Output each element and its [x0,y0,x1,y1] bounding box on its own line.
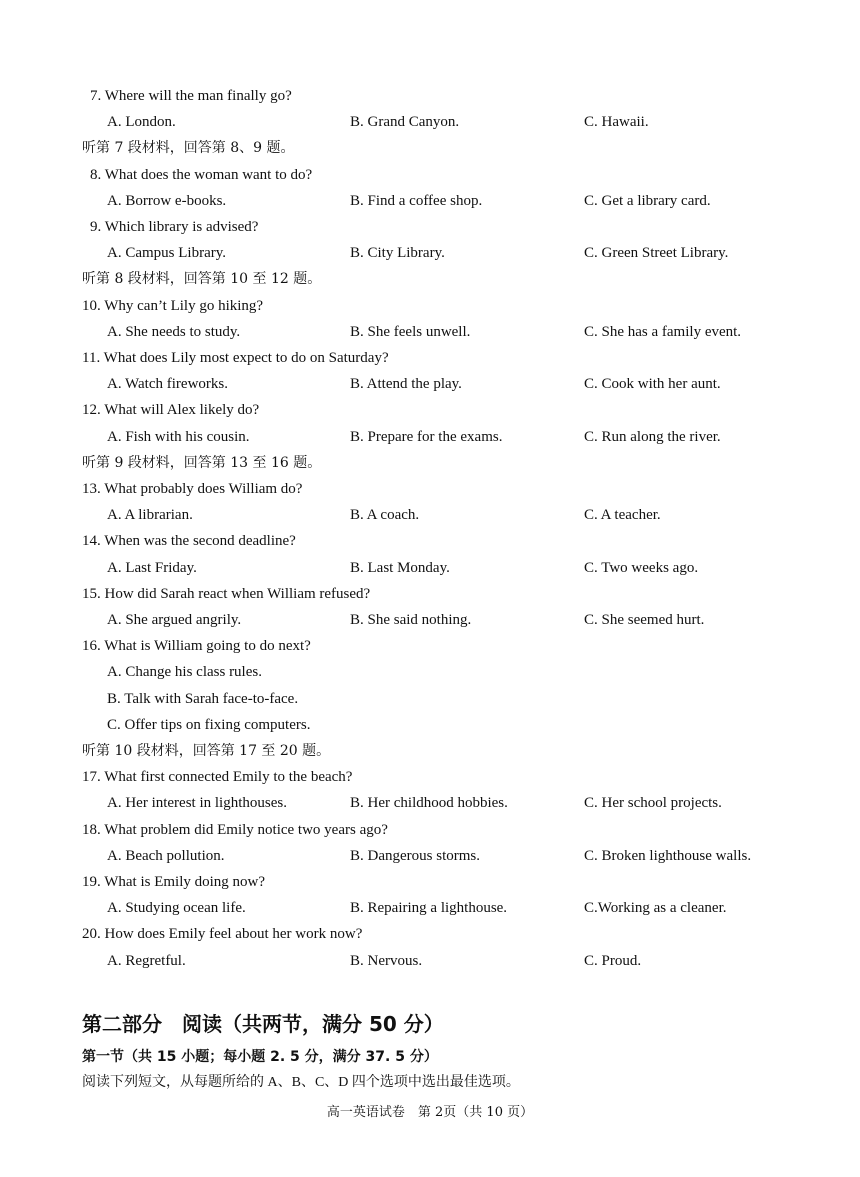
option-line: A. Change his class rules. [107,664,262,680]
option-a: A. Last Friday. [107,560,197,576]
question-text: 7. Where will the man finally go? [90,88,292,104]
options-row [0,949,860,973]
options-row [0,425,860,449]
option-b: B. Grand Canyon. [350,114,460,130]
question-text: 16. What is William going to do next? [82,638,311,654]
part-two-heading: 第二部分 阅读（共两节，满分 50 分） [82,1012,444,1036]
option-b: B. City Library. [350,245,445,261]
options-row [0,189,860,213]
option-a: A. Studying ocean life. [107,900,246,916]
option-c: C. She has a family event. [584,324,742,340]
options-row [0,791,860,815]
options-row [0,844,860,868]
option-c: C. A teacher. [584,507,661,523]
options-row [0,320,860,344]
option-a: A. She argued angrily. [107,612,242,628]
option-b: B. Her childhood hobbies. [350,795,508,811]
question-text: 9. Which library is advised? [90,219,259,235]
option-b: B. She feels unwell. [350,324,471,340]
option-c: C. Green Street Library. [584,245,729,261]
option-a: A. A librarian. [107,507,193,523]
option-b: B. A coach. [350,507,420,523]
option-a: A. Regretful. [107,953,186,969]
option-line: C. Offer tips on fixing computers. [107,717,311,733]
options-row [0,503,860,527]
options-row [0,372,860,396]
option-c: C. Two weeks ago. [584,560,699,576]
option-a: A. Fish with his cousin. [107,429,250,445]
option-a: A. Beach pollution. [107,848,225,864]
reading-instruction: 阅读下列短文，从每题所给的 A、B、C、D 四个选项中选出最佳选项。 [82,1075,520,1090]
option-c: C. Proud. [584,953,642,969]
option-c: C. Broken lighthouse walls. [584,848,752,864]
option-c: C. Cook with her aunt. [584,376,721,392]
question-text: 15. How did Sarah react when William refused? [82,586,371,602]
option-c: C.Working as a cleaner. [584,900,727,916]
option-b: B. Nervous. [350,953,423,969]
option-c: C. Get a library card. [584,193,711,209]
option-a: A. London. [107,114,176,130]
option-b: B. Prepare for the exams. [350,429,503,445]
option-c: C. Her school projects. [584,795,722,811]
option-b: B. Dangerous storms. [350,848,480,864]
question-text: 8. What does the woman want to do? [90,167,313,183]
page-footer: 高一英语试卷 第 2页（共 10 页） [326,1105,534,1120]
option-b: B. Last Monday. [350,560,450,576]
option-b: B. She said nothing. [350,612,472,628]
option-a: A. Watch fireworks. [107,376,228,392]
question-text: 11. What does Lily most expect to do on Saturday? [82,350,389,366]
question-text: 12. What will Alex likely do? [82,402,260,418]
option-a: A. Borrow e-books. [107,193,227,209]
options-row [0,608,860,632]
options-row [0,556,860,580]
question-text: 17. What first connected Emily to the beach? [82,769,353,785]
option-c: C. Run along the river. [584,429,721,445]
option-b: B. Repairing a lighthouse. [350,900,508,916]
option-b: B. Find a coffee shop. [350,193,483,209]
option-c: C. She seemed hurt. [584,612,705,628]
question-text: 14. When was the second deadline? [82,533,296,549]
question-text: 18. What problem did Emily notice two years ago? [82,822,388,838]
option-a: A. Campus Library. [107,245,227,261]
option-line: B. Talk with Sarah face-to-face. [107,691,299,707]
option-a: A. Her interest in lighthouses. [107,795,287,811]
question-text: 19. What is Emily doing now? [82,874,266,890]
listening-section-label: 听第 10 段材料，回答第 17 至 20 题。 [82,743,331,759]
listening-section-label: 听第 7 段材料，回答第 8、9 题。 [82,140,295,156]
section-one-heading: 第一节（共 15 小题；每小题 2. 5 分，满分 37. 5 分） [82,1049,438,1065]
options-row [0,110,860,134]
option-c: C. Hawaii. [584,114,649,130]
question-text: 13. What probably does William do? [82,481,303,497]
options-row [0,241,860,265]
option-a: A. She needs to study. [107,324,241,340]
listening-section-label: 听第 9 段材料，回答第 13 至 16 题。 [82,455,322,471]
listening-section-label: 听第 8 段材料，回答第 10 至 12 题。 [82,271,322,287]
option-b: B. Attend the play. [350,376,462,392]
question-text: 20. How does Emily feel about her work now? [82,926,363,942]
options-row [0,896,860,920]
question-text: 10. Why can’t Lily go hiking? [82,298,264,314]
